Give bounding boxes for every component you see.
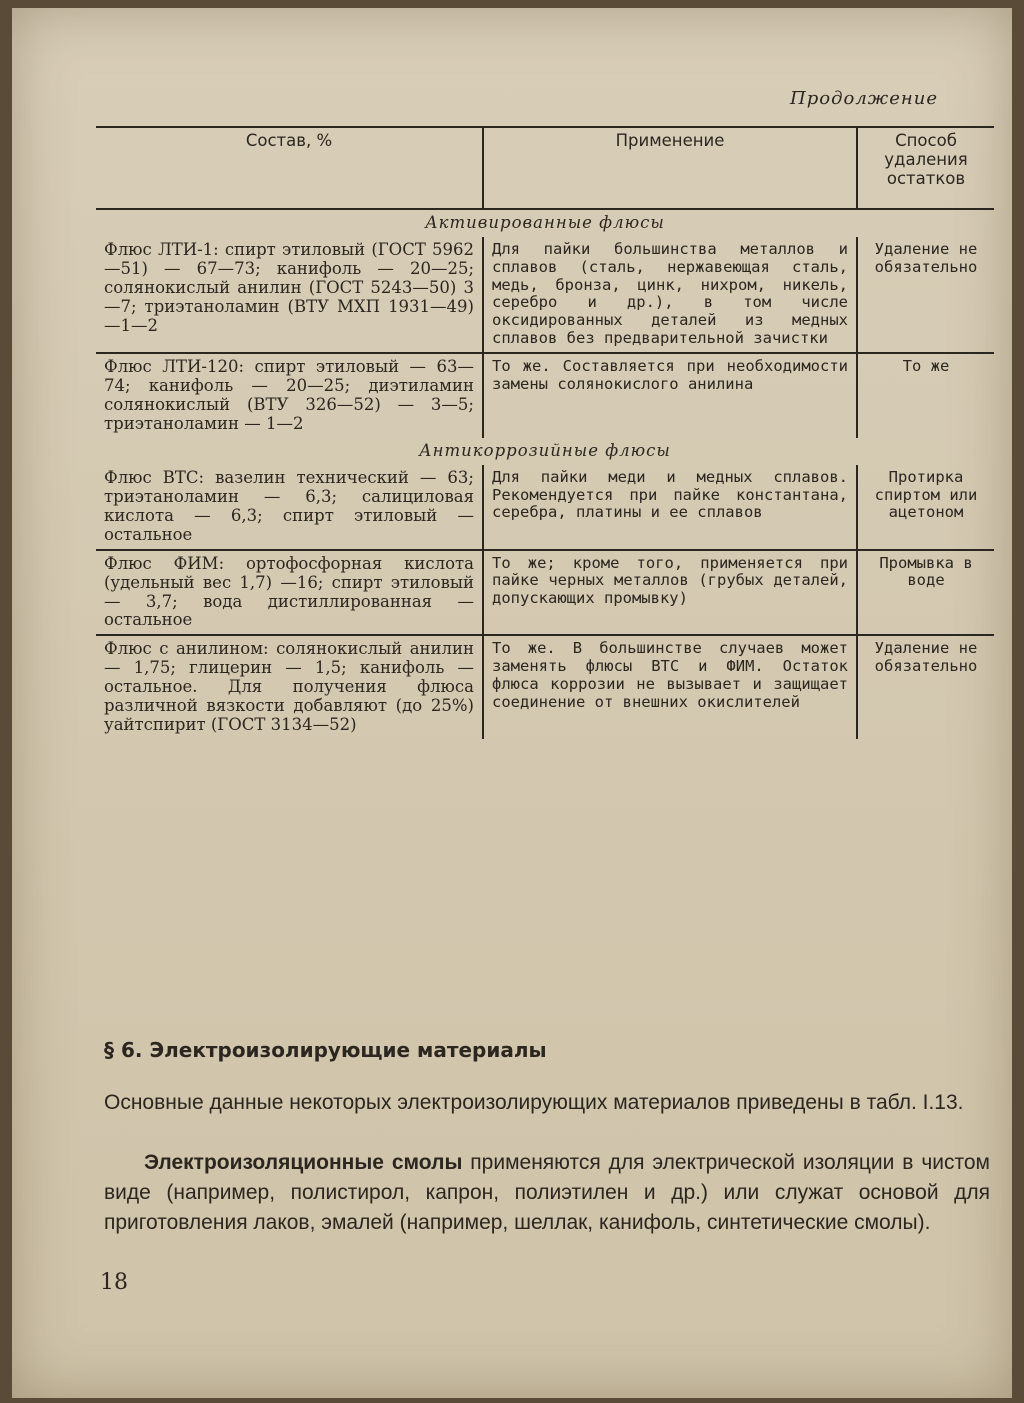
- resins-term: Электроизоляционные смолы: [144, 1151, 463, 1174]
- paragraph-intro: Основные данные некоторых электроизолирующих материалов приведены в табл. I.13.: [104, 1091, 964, 1114]
- section-heading: § 6. Электроизолирующие материалы: [104, 1038, 547, 1062]
- cell-composition: Флюс ЛТИ-1: спирт этиловый (ГОСТ 5962—51) — 67—73; канифоль — 20—25; солянокислый анилин (ГОСТ 5243—50) 3—7; триэтаноламин (ВТУ МХП 1931—49)—1—2: [96, 237, 483, 353]
- header-application: Применение: [483, 127, 857, 209]
- cell-composition: Флюс ФИМ: ортофосфорная кислота (удельный вес 1,7) —16; спирт этиловый — 3,7; вода дистиллированная — остальное: [96, 550, 483, 636]
- paragraph-resins: [104, 1148, 990, 1238]
- cell-removal: То же: [902, 356, 950, 375]
- cell-application: Для пайки большинства металлов и сплавов (сталь, нержавеющая сталь, медь, бронза, цинк, нихром, никель, серебро и др.), в том числе оксидированных деталей из медных сплавов без предварительной зачистки: [483, 237, 857, 353]
- cell-removal: Удаление не обязательно: [857, 237, 994, 353]
- cell-removal: Протирка спиртом или ацетоном: [857, 465, 994, 550]
- resins-text: применяются для электрической изоляции в чистом виде (например, полистирол, капрон, полиэтилен и др.) или служат основой для приготовления лаков, эмалей (например, шеллак, канифоль, синтетические смолы).: [104, 1151, 990, 1234]
- table-row: [96, 465, 994, 550]
- cell-composition: Флюс ВТС: вазелин технический — 63; триэтаноламин — 6,3; салициловая кислота — 6,3; спирт этиловый — остальное: [96, 465, 483, 550]
- cell-application: То же; кроме того, применяется при пайке черных металлов (грубых деталей, допускающих промывку): [483, 550, 857, 636]
- header-removal: Способ удаления остатков: [857, 127, 994, 209]
- cell-application: Для пайки меди и медных сплавов. Рекомендуется при пайке константана, серебра, платины и ее сплавов: [483, 465, 857, 550]
- table-row: [96, 635, 994, 739]
- table-row: [96, 353, 994, 438]
- cell-composition: Флюс ЛТИ-120: спирт этиловый — 63—74; канифоль — 20—25; диэтиламин солянокислый (ВТУ 326—52) — 3—5; триэтаноламин — 1—2: [96, 353, 483, 438]
- section-row: [96, 209, 994, 237]
- page-number: 18: [100, 1270, 128, 1295]
- table-row: [96, 237, 994, 353]
- cell-removal: Промывка в воде: [857, 550, 994, 636]
- section-activated: Активированные флюсы: [425, 213, 665, 232]
- cell-composition: Флюс с анилином: солянокислый анилин — 1,75; глицерин — 1,5; канифоль — остальное. Для получения флюса различной вязкости добавляют (до 25%) уайтспирит (ГОСТ 3134—52): [96, 635, 483, 739]
- book-page: [12, 8, 1012, 1398]
- cell-application: То же. В большинстве случаев может заменять флюсы ВТС и ФИМ. Остаток флюса коррозии не вызывает и защищает соединение от внешних окислителей: [483, 635, 857, 739]
- header-composition: Состав, %: [96, 127, 483, 209]
- cell-application: То же. Составляется при необходимости замены солянокислого анилина: [483, 353, 857, 438]
- table-row: [96, 550, 994, 636]
- continuation-label: Продолжение: [790, 88, 938, 109]
- section-row: [96, 438, 994, 465]
- flux-table: [96, 126, 994, 739]
- section-anticorrosion: Антикоррозийные флюсы: [419, 440, 671, 460]
- cell-removal: Удаление не обязательно: [874, 639, 978, 676]
- table-header-row: [96, 127, 994, 209]
